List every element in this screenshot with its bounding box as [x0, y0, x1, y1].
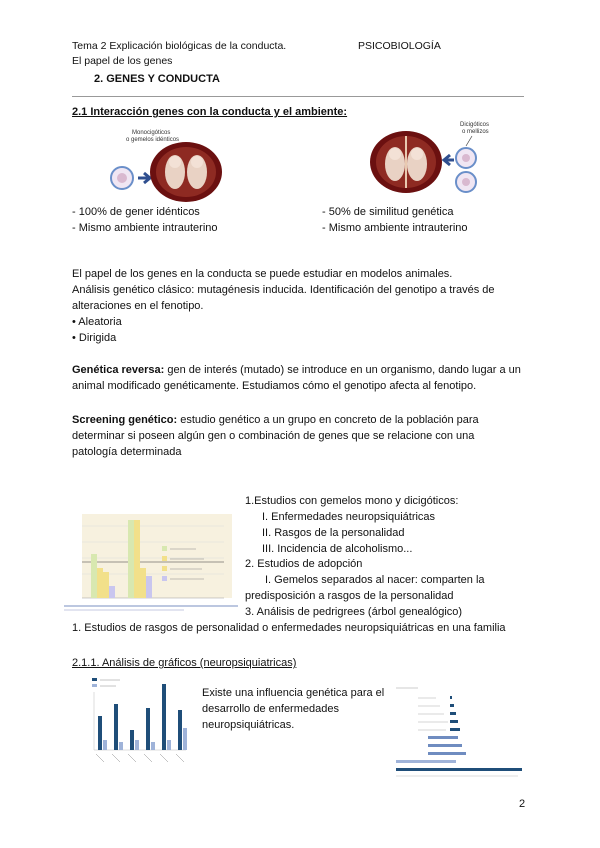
- svg-text:Monocigóticos: Monocigóticos: [132, 130, 171, 136]
- mono-fact-1: - 100% de gener idénticos: [72, 206, 200, 218]
- header-doc-subtitle: El papel de los genes: [72, 55, 173, 67]
- term-screening: Screening genético:: [72, 414, 178, 426]
- subsection-title-2-1: 2.1 Interacción genes con la conducta y el ambiente:: [72, 106, 348, 118]
- study-item-1-iii: III. Incidencia de alcoholismo...: [262, 543, 413, 555]
- para-screening-cont1: determinar si poseen algún gen o combinación de genes que se relacione con una: [72, 430, 475, 442]
- svg-text:o mellizos: o mellizos: [462, 129, 489, 135]
- heritability-horizontal-chart: [388, 684, 528, 780]
- para-classic-analysis-cont: alteraciones en el fenotipo.: [72, 300, 204, 312]
- study-item-3: 3. Análisis de pedrigrees (árbol genealógico): [245, 606, 463, 618]
- para-reverse-genetics: [72, 363, 521, 379]
- header-subject: PSICOBIOLOGÍA: [358, 40, 441, 52]
- study-item-2-i: I. Gemelos separados al nacer: comparten la: [265, 574, 485, 586]
- study-item-3-note: 1. Estudios de rasgos de personalidad o enfermedades neuropsiquiátricas en una familia: [72, 622, 506, 634]
- svg-text:Dicigóticos: Dicigóticos: [460, 122, 490, 128]
- twin-concordance-chart: [64, 512, 240, 612]
- term-reverse-genetics: Genética reversa:: [72, 364, 165, 376]
- study-item-1-i: I. Enfermedades neuropsiquiátricas: [262, 511, 436, 523]
- bullet-random: • Aleatoria: [72, 316, 122, 328]
- di-fact-1: - 50% de similitud genética: [322, 206, 454, 218]
- section-divider: [72, 96, 524, 97]
- subsection-title-2-1-1: 2.1.1. Análisis de gráficos (neuropsiquiatricas): [72, 657, 297, 669]
- monozygotic-twins-image: [108, 124, 240, 204]
- para-screening: [72, 413, 479, 429]
- influence-text-2: desarrollo de enfermedades: [202, 703, 339, 715]
- screening-text: estudio genético a un grupo en concreto de la población para: [177, 414, 479, 426]
- section-title: 2. GENES Y CONDUCTA: [94, 73, 220, 85]
- header-doc-title: Tema 2 Explicación biológicas de la conducta.: [72, 40, 287, 52]
- para-reverse-genetics-cont: animal modificado genéticamente. Estudiamos cómo el genotipo afecta al fenotipo.: [72, 380, 477, 392]
- neuropsychiatric-bar-chart: [86, 674, 190, 768]
- para-screening-cont2: patología determinada: [72, 446, 182, 458]
- reverse-genetics-text: gen de interés (mutado) se introduce en un organismo, dando lugar a un: [164, 364, 521, 376]
- study-item-1: 1.Estudios con gemelos mono y dicigóticos:: [245, 495, 459, 507]
- para-genes-animal-models: El papel de los genes en la conducta se puede estudiar en modelos animales.: [72, 268, 453, 280]
- influence-text-1: Existe una influencia genética para el: [202, 687, 385, 699]
- para-classic-analysis: Análisis genético clásico: mutagénesis inducida. Identificación del genotipo a través de: [72, 284, 495, 296]
- mono-fact-2: - Mismo ambiente intrauterino: [72, 222, 218, 234]
- study-item-2-i-cont: predisposición a rasgos de la personalidad: [245, 590, 454, 602]
- study-item-1-ii: II. Rasgos de la personalidad: [262, 527, 405, 539]
- svg-text:o gemelos idénticos: o gemelos idénticos: [126, 137, 180, 143]
- study-item-2: 2. Estudios de adopción: [245, 558, 363, 570]
- dizygotic-twins-image: [360, 118, 496, 204]
- bullet-directed: • Dirigida: [72, 332, 117, 344]
- di-fact-2: - Mismo ambiente intrauterino: [322, 222, 468, 234]
- influence-text-3: neuropsiquiátricas.: [202, 719, 295, 731]
- page-number: 2: [519, 798, 526, 810]
